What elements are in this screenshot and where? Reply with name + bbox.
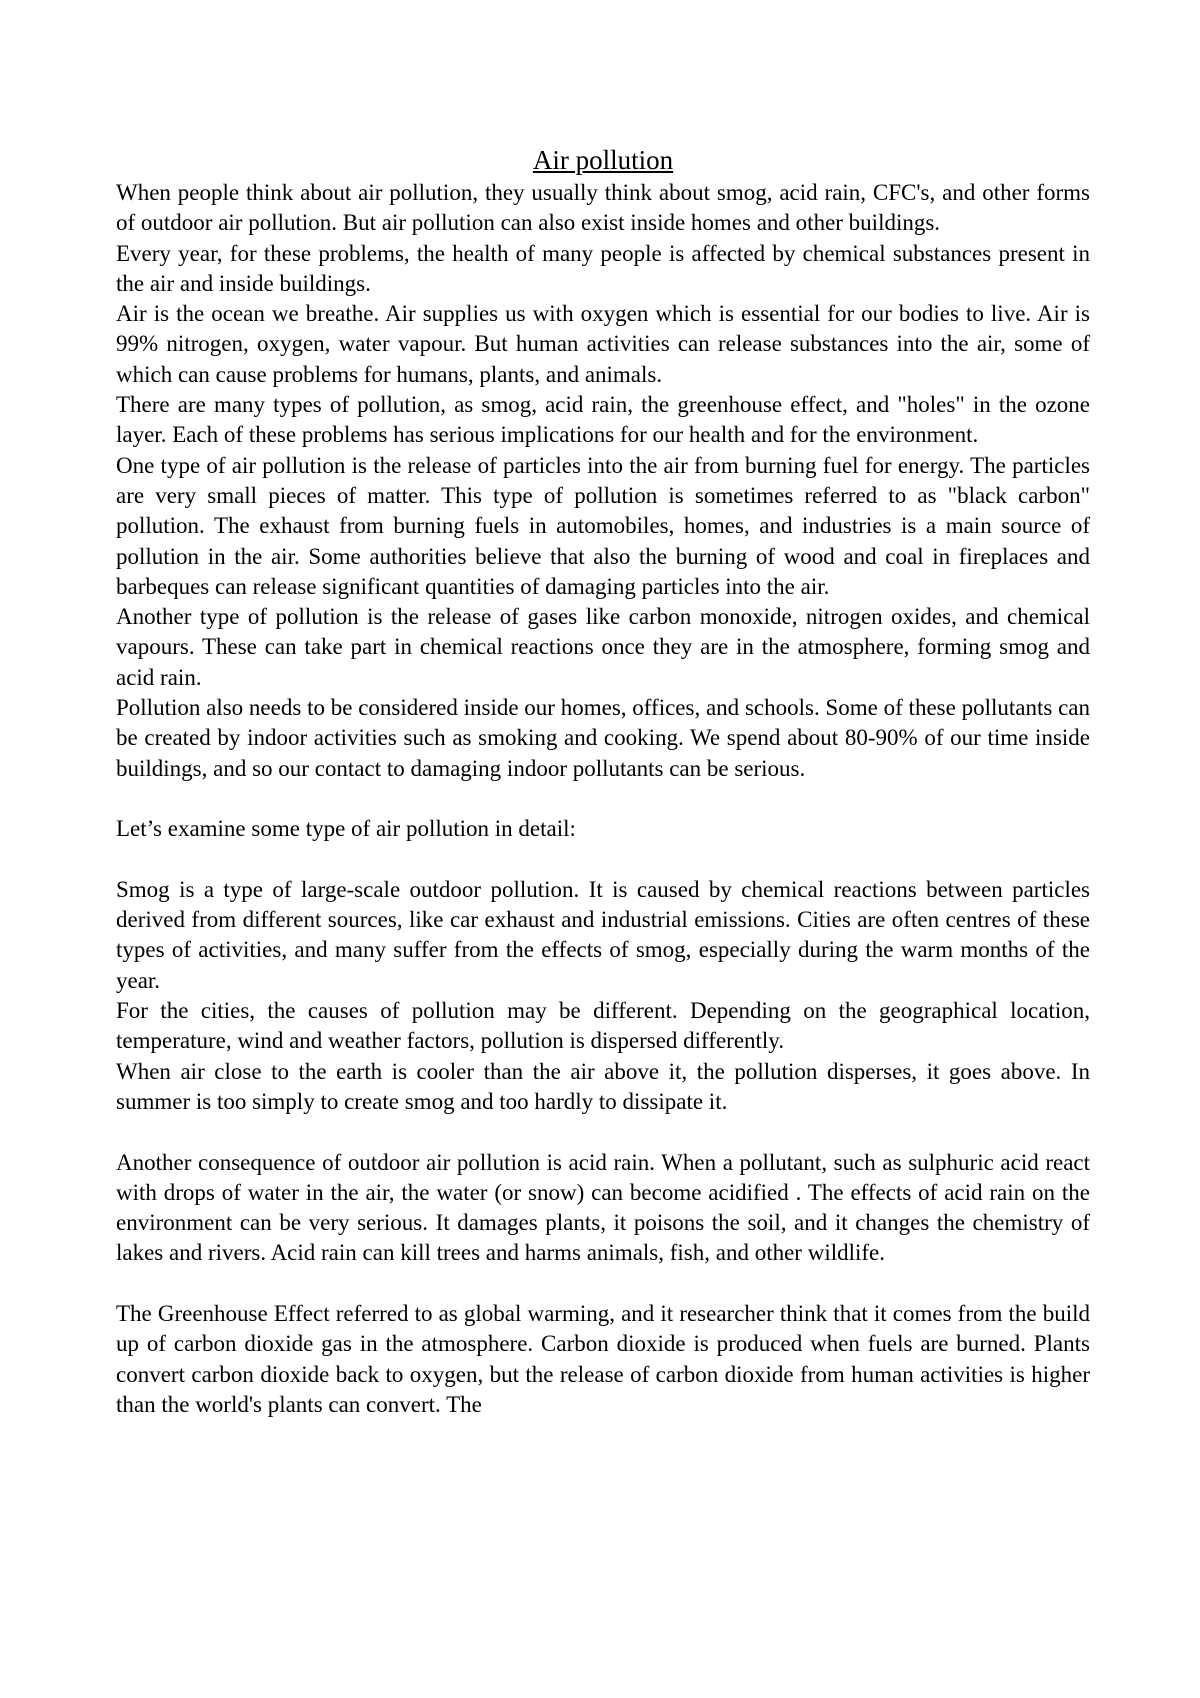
paragraph-intro: When people think about air pollution, they usually think about smog, acid rain, CFC's, and other forms of outdoor air pollution. But air pollution can also exist inside homes and other buildings. xyxy=(116,180,1090,236)
paragraph-air-composition: Air is the ocean we breathe. Air supplies us with oxygen which is essential for our bodies to live. Air is 99% nitrogen, oxygen, water vapour. But human activities can release substances into the air, some of which can cause problems for humans, plants, and animals. xyxy=(116,301,1090,387)
paragraph-smog: Smog is a type of large-scale outdoor pollution. It is caused by chemical reactions between particles derived from different sources, like car exhaust and industrial emissions. Cities are often centres of these types of activities, and many suffer from the effects of smog, especially during the warm months of the year. xyxy=(116,876,1090,993)
paragraph-examine: Let’s examine some type of air pollution in detail: xyxy=(116,816,576,842)
document-title: Air pollution xyxy=(532,145,674,175)
paragraph-inversion: When air close to the earth is cooler than the air above it, the pollution disperses, it goes above. In summer is too simply to create smog and too hardly to dissipate it. xyxy=(116,1058,1090,1114)
paragraph-spacer xyxy=(116,1269,1090,1299)
document-body xyxy=(116,140,1090,1420)
paragraph-gases: Another type of pollution is the release of gases like carbon monoxide, nitrogen oxides, and chemical vapours. These can take part in chemical reactions once they are in the atmosphere, forming smog and acid rain. xyxy=(116,604,1090,690)
paragraph-cities: For the cities, the causes of pollution may be different. Depending on the geographical location, temperature, wind and weather factors, pollution is dispersed differently. xyxy=(116,998,1090,1054)
paragraph-pollution-types: There are many types of pollution, as smog, acid rain, the greenhouse effect, and "holes" in the ozone layer. Each of these problems has serious implications for our health and for the environment. xyxy=(116,392,1090,448)
paragraph-spacer xyxy=(116,1117,1090,1147)
paragraph-indoor: Pollution also needs to be considered inside our homes, offices, and schools. Some of these pollutants can be created by indoor activities such as smoking and cooking. We spend about 80-90% of our time inside buildings, and so our contact to damaging indoor pollutants can be serious. xyxy=(116,695,1090,781)
paragraph-acid-rain: Another consequence of outdoor air pollution is acid rain. When a pollutant, such as sulphuric acid react with drops of water in the air, the water (or snow) can become acidified . The effects of acid rain on the environment can be very serious. It damages plants, it poisons the soil, and it changes the chemistry of lakes and rivers. Acid rain can kill trees and harms animals, fish, and other wildlife. xyxy=(116,1149,1090,1266)
paragraph-greenhouse: The Greenhouse Effect referred to as global warming, and it researcher think that it comes from the build up of carbon dioxide gas in the atmosphere. Carbon dioxide is produced when fuels are burned. Plants convert carbon dioxide back to oxygen, but the release of carbon dioxide from human activities is higher than the world's plants can convert. The xyxy=(116,1300,1090,1417)
paragraph-particles: One type of air pollution is the release of particles into the air from burning fuel for energy. The particles are very small pieces of matter. This type of pollution is sometimes referred to as "black carbon" pollution. The exhaust from burning fuels in automobiles, homes, and industries is a main source of pollution in the air. Some authorities believe that also the burning of wood and coal in fireplaces and barbeques can release significant quantities of damaging particles into the air. xyxy=(116,452,1090,599)
paragraph-spacer xyxy=(116,784,1090,814)
paragraph-spacer xyxy=(116,845,1090,875)
paragraph-health: Every year, for these problems, the health of many people is affected by chemical substances present in the air and inside buildings. xyxy=(116,240,1090,296)
